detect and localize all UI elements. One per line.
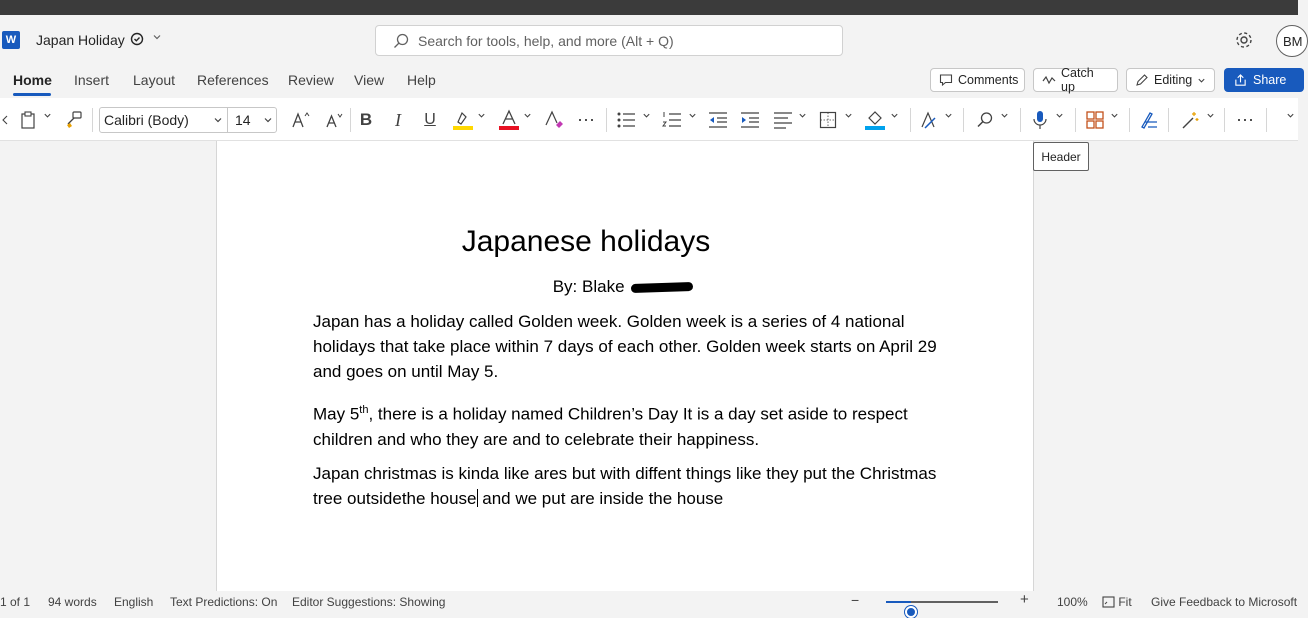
document-page[interactable]	[216, 141, 1034, 591]
tab-view[interactable]: View	[354, 72, 385, 88]
fit-button[interactable]	[1102, 595, 1132, 609]
add-ins-chevron-icon[interactable]	[1110, 111, 1119, 122]
pencil-icon	[1135, 73, 1149, 87]
editor-suggestions-status[interactable]: Editor Suggestions: Showing	[292, 595, 446, 609]
word-logo-icon[interactable]: W	[2, 31, 20, 49]
title-menu-chevron-icon[interactable]	[152, 32, 162, 45]
document-heading[interactable]: Japanese holidays	[461, 225, 711, 258]
give-feedback-link[interactable]: Give Feedback to Microsoft	[1151, 595, 1298, 609]
search-icon	[392, 32, 410, 50]
paste-options-chevron-icon[interactable]	[43, 111, 52, 122]
ribbon-toolbar	[0, 98, 1298, 141]
clipboard-icon[interactable]	[18, 108, 38, 132]
align-icon[interactable]	[773, 108, 793, 132]
chevron-down-icon	[1197, 76, 1206, 85]
para3-before-caret: Japan christmas is kinda like ares but with diffent things like they put the Christmas tree outsidethe house	[313, 464, 937, 508]
more-options-icon[interactable]: ⋯	[1236, 109, 1254, 130]
superscript-th: th	[359, 404, 369, 416]
ribbon-divider	[910, 108, 911, 132]
font-color-chevron-icon[interactable]	[523, 111, 532, 122]
paragraph-childrens-day[interactable]	[313, 398, 943, 452]
paragraph-christmas[interactable]	[313, 461, 943, 511]
user-avatar[interactable]: BM	[1276, 25, 1308, 57]
tab-help[interactable]: Help	[407, 72, 436, 88]
add-ins-icon[interactable]	[1085, 108, 1105, 132]
underline-icon[interactable]: U	[424, 111, 436, 128]
language-status[interactable]: English	[114, 595, 154, 609]
fit-label: Fit	[1118, 595, 1132, 609]
paragraph-golden-week[interactable]: Japan has a holiday called Golden week. Golden week is a series of 4 national holidays that take place within 7 days of each other. Golden week starts on April 29 and goes on until May 5.	[313, 312, 937, 381]
gear-icon[interactable]	[1234, 30, 1254, 50]
tab-home[interactable]: Home	[13, 72, 52, 88]
search-box[interactable]	[375, 25, 843, 56]
tab-references[interactable]: References	[197, 72, 269, 88]
zoom-slider[interactable]	[886, 601, 998, 603]
shading-icon[interactable]	[863, 108, 887, 132]
font-name-value: Calibri (Body)	[104, 112, 189, 128]
shading-chevron-icon[interactable]	[890, 111, 899, 122]
highlight-color-chevron-icon[interactable]	[477, 111, 486, 122]
active-tab-indicator	[13, 93, 51, 96]
bullets-chevron-icon[interactable]	[642, 111, 651, 122]
page-count: 1 of 1	[0, 595, 31, 609]
clear-formatting-icon[interactable]	[543, 108, 565, 132]
find-chevron-icon[interactable]	[1000, 111, 1009, 122]
fit-icon	[1102, 596, 1115, 608]
status-bar	[0, 591, 1298, 611]
word-count[interactable]: 94 words	[48, 595, 97, 609]
highlight-icon[interactable]	[451, 108, 475, 132]
ribbon-divider	[963, 108, 964, 132]
title-bar	[0, 15, 1303, 65]
font-color-icon[interactable]	[497, 108, 521, 132]
styles-icon[interactable]	[919, 108, 941, 132]
dictate-chevron-icon[interactable]	[1055, 111, 1064, 122]
grow-font-icon[interactable]	[290, 108, 312, 132]
ribbon-divider	[350, 108, 351, 132]
shrink-font-icon[interactable]	[324, 108, 346, 132]
chevron-down-icon	[213, 115, 223, 127]
ribbon-divider	[1168, 108, 1169, 132]
menu-bar	[0, 65, 1298, 98]
ribbon-expand-chevron-icon[interactable]	[1286, 111, 1295, 122]
font-name-dropdown[interactable]	[99, 107, 228, 133]
tab-review[interactable]: Review	[288, 72, 334, 88]
ribbon-divider	[1224, 108, 1225, 132]
bold-icon[interactable]: B	[359, 110, 373, 129]
comments-button[interactable]	[930, 68, 1025, 92]
ribbon-scroll-left-chevron-icon[interactable]	[0, 108, 10, 132]
bullets-icon[interactable]	[616, 108, 636, 132]
zoom-out-button[interactable]: −	[851, 592, 860, 608]
designer-wand-icon[interactable]	[1180, 108, 1200, 132]
chevron-down-icon	[263, 115, 273, 127]
ribbon-divider	[1129, 108, 1130, 132]
decrease-indent-icon[interactable]	[708, 108, 728, 132]
editing-mode-button[interactable]	[1126, 68, 1215, 92]
para3-after-caret: and we put are inside the house	[477, 489, 724, 508]
zoom-slider-fill	[886, 601, 911, 603]
borders-icon[interactable]	[818, 108, 838, 132]
activity-icon	[1042, 73, 1056, 87]
dictate-microphone-icon[interactable]	[1030, 108, 1050, 132]
designer-chevron-icon[interactable]	[1206, 111, 1215, 122]
ribbon-divider	[92, 108, 93, 132]
tab-insert[interactable]: Insert	[74, 72, 110, 88]
share-icon	[1234, 74, 1247, 87]
document-canvas	[0, 141, 1298, 591]
zoom-in-button[interactable]: +	[1020, 591, 1029, 608]
font-size-value: 14	[235, 112, 251, 128]
numbering-chevron-icon[interactable]	[688, 111, 697, 122]
align-chevron-icon[interactable]	[798, 111, 807, 122]
increase-indent-icon[interactable]	[740, 108, 760, 132]
window-top-strip	[0, 0, 1298, 15]
italic-icon[interactable]: I	[395, 109, 401, 130]
ribbon-divider	[606, 108, 607, 132]
comment-icon	[939, 73, 953, 87]
font-size-dropdown[interactable]	[227, 107, 277, 133]
tab-layout[interactable]: Layout	[133, 72, 176, 88]
ribbon-divider	[1020, 108, 1021, 132]
header-tooltip: Header	[1033, 142, 1089, 171]
byline-text: By: Blake	[552, 277, 625, 296]
zoom-level[interactable]: 100%	[1057, 595, 1088, 609]
editing-label: Editing	[1154, 73, 1193, 87]
borders-chevron-icon[interactable]	[844, 111, 853, 122]
styles-chevron-icon[interactable]	[944, 111, 953, 122]
byline[interactable]	[217, 277, 1029, 297]
more-font-options-icon[interactable]: ⋯	[577, 109, 595, 130]
text-predictions-status[interactable]: Text Predictions: On	[170, 595, 278, 609]
document-title[interactable]: Japan Holiday	[36, 32, 125, 48]
find-icon[interactable]	[975, 108, 995, 132]
zoom-slider-thumb[interactable]	[905, 606, 917, 618]
save-status-icon[interactable]	[130, 32, 144, 49]
para2-rest: , there is a holiday named Children’s Day It is a day set aside to respect children and who they are and to celebrate their happiness.	[313, 404, 908, 449]
catch-up-button[interactable]	[1033, 68, 1118, 92]
ribbon-divider	[1075, 108, 1076, 132]
format-painter-icon[interactable]	[64, 108, 84, 132]
search-input[interactable]	[418, 31, 818, 51]
comments-label: Comments	[958, 73, 1019, 87]
share-button[interactable]	[1224, 68, 1304, 92]
share-label: Share	[1253, 73, 1287, 87]
editor-icon[interactable]	[1139, 108, 1159, 132]
numbering-icon[interactable]	[662, 108, 682, 132]
catch-up-label: Catch up	[1061, 66, 1094, 94]
para2-start: May 5	[313, 404, 360, 424]
redaction-scribble	[631, 282, 693, 293]
ribbon-divider	[1266, 108, 1267, 132]
